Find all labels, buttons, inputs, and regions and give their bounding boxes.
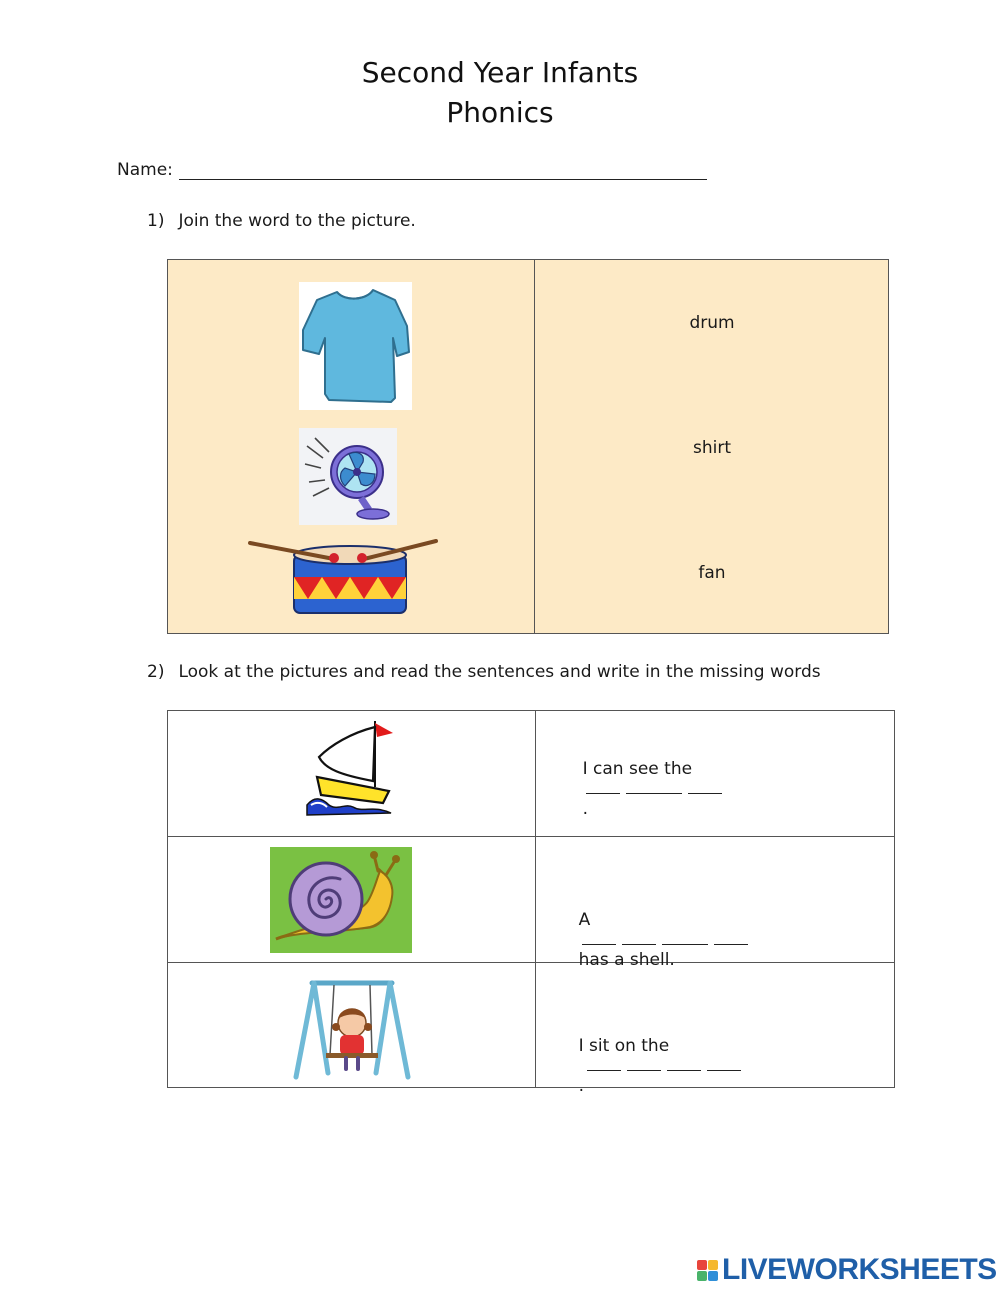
question-1-text: Join the word to the picture. — [178, 211, 416, 231]
matching-table — [167, 259, 889, 634]
answer-blank[interactable] — [622, 930, 656, 945]
question-2-number: 2) — [147, 662, 165, 682]
name-label: Name: — [117, 160, 173, 180]
fill-in-table — [167, 710, 895, 1096]
swing-icon — [290, 977, 414, 1081]
question-1-instruction — [147, 211, 416, 231]
sentence-snail — [557, 890, 751, 990]
answer-blank[interactable] — [582, 930, 616, 945]
sentence-start: A — [578, 910, 591, 930]
answer-blank[interactable] — [587, 1056, 621, 1071]
answer-blank[interactable] — [714, 930, 748, 945]
name-row — [117, 160, 707, 180]
sentence-boat — [561, 739, 725, 839]
liveworksheets-logo — [697, 1253, 997, 1287]
worksheet-title: Second Year Infants — [361, 56, 639, 89]
question-1-number: 1) — [147, 211, 165, 231]
sentence-start: I can see the — [582, 759, 693, 779]
worksheet-subtitle: Phonics — [446, 96, 554, 129]
word-drum[interactable]: drum — [689, 313, 735, 333]
row-divider — [168, 962, 894, 963]
answer-blank[interactable] — [626, 779, 682, 794]
word-fan[interactable]: fan — [698, 563, 726, 583]
answer-blank[interactable] — [688, 779, 722, 794]
question-2-instruction — [147, 662, 821, 682]
sentence-end: has a shell. — [578, 950, 675, 970]
answer-blank[interactable] — [662, 930, 708, 945]
question-2-text: Look at the pictures and read the sentences and write in the missing words — [178, 662, 821, 682]
fan-icon[interactable] — [299, 428, 397, 525]
logo-text: LIVEWORKSHEETS — [722, 1253, 997, 1286]
logo-mark-icon — [697, 1260, 718, 1281]
sentence-end: . — [578, 1076, 585, 1096]
answer-blank[interactable] — [586, 779, 620, 794]
name-field[interactable] — [179, 161, 707, 180]
sailboat-icon — [301, 719, 401, 819]
t-shirt-icon[interactable] — [299, 282, 412, 410]
sentence-end: . — [582, 799, 589, 819]
row-divider — [168, 836, 894, 837]
drum-icon[interactable] — [248, 537, 438, 623]
answer-blank[interactable] — [667, 1056, 701, 1071]
answer-blank[interactable] — [707, 1056, 741, 1071]
word-shirt[interactable]: shirt — [692, 438, 731, 458]
snail-icon — [270, 847, 412, 953]
sentence-start: I sit on the — [578, 1036, 670, 1056]
sentence-swing — [557, 1016, 744, 1116]
table-divider — [535, 711, 536, 1087]
answer-blank[interactable] — [627, 1056, 661, 1071]
